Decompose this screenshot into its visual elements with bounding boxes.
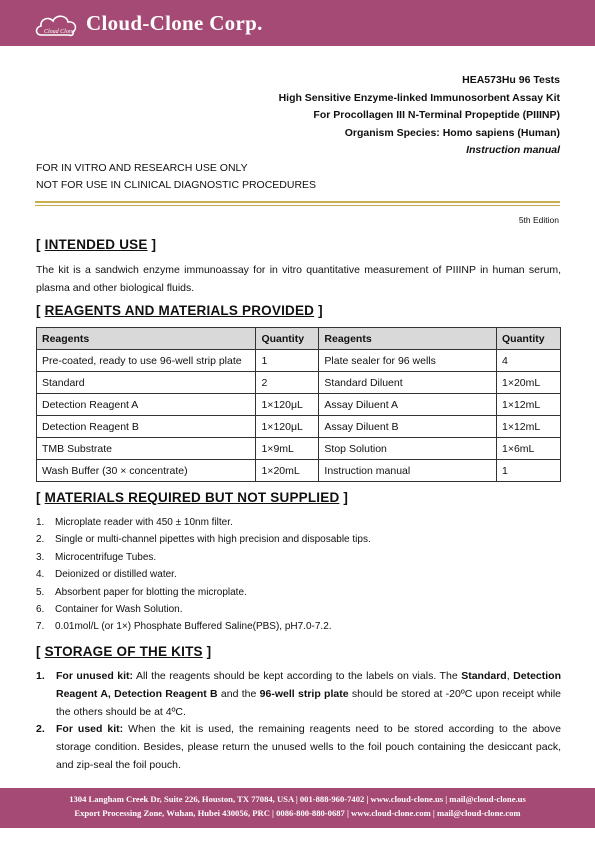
section-heading-intended-use: [ INTENDED USE ]	[36, 237, 157, 252]
catalog-number: HEA573Hu 96 Tests	[462, 74, 560, 86]
table-row	[37, 416, 561, 438]
column-header: Reagents	[319, 328, 497, 350]
section-heading-reagents: [ REAGENTS AND MATERIALS PROVIDED ]	[36, 303, 323, 318]
table-row	[37, 394, 561, 416]
table-cell: Assay Diluent A	[319, 394, 497, 416]
list-item: 1. Microplate reader with 450 ± 10nm filter.	[36, 517, 233, 528]
table-cell: Standard	[37, 372, 256, 394]
storage-item-unused: 1. For unused kit: All the reagents should be kept according to the labels on vials. The Standard, Detection Reagent A, Detection Reagent B and the 96-well strip plate should be stored at -20ºC upon receipt while the others should be at 4ºC.	[36, 670, 561, 718]
table-cell: 1×120μL	[256, 394, 319, 416]
table-cell: 2	[256, 372, 319, 394]
footer-address-us: 1304 Langham Creek Dr, Suite 226, Houston, TX 77084, USA | 001-888-960-7402 | www.cloud-clone.us | mail@cloud-clone.us	[69, 794, 526, 804]
edition-label: 5th Edition	[518, 215, 559, 225]
cloud-logo-icon	[33, 11, 79, 41]
kit-title: High Sensitive Enzyme-linked Immunosorbent Assay Kit	[278, 92, 560, 104]
list-item: 3. Microcentrifuge Tubes.	[36, 551, 157, 563]
clinical-use-notice: NOT FOR USE IN CLINICAL DIAGNOSTIC PROCEDURES	[36, 179, 317, 191]
divider-rule	[35, 205, 560, 206]
header-band	[0, 0, 595, 46]
table-cell: Instruction manual	[319, 460, 497, 482]
list-item: 5. Absorbent paper for blotting the microplate.	[36, 586, 247, 598]
table-cell: Stop Solution	[319, 438, 497, 460]
manual-label: Instruction manual	[466, 144, 560, 156]
table-cell: Assay Diluent B	[319, 416, 497, 438]
table-cell: Plate sealer for 96 wells	[319, 350, 497, 372]
kit-species: Organism Species: Homo sapiens (Human)	[344, 127, 560, 139]
list-item: 4. Deionized or distilled water.	[36, 569, 177, 581]
section-heading-storage: [ STORAGE OF THE KITS ]	[36, 644, 212, 659]
table-cell: 1×20mL	[497, 372, 561, 394]
table-cell: 1×20mL	[256, 460, 319, 482]
table-row	[37, 438, 561, 460]
reagents-table	[36, 327, 561, 482]
materials-list	[36, 514, 371, 636]
table-cell: Wash Buffer (30 × concentrate)	[37, 460, 256, 482]
table-header-row	[37, 328, 561, 350]
table-cell: 1	[256, 350, 319, 372]
list-item: 2. Single or multi-channel pipettes with high precision and disposable tips.	[36, 534, 371, 546]
table-cell: 1×12mL	[497, 416, 561, 438]
svg-text:Cloud Clone: Cloud Clone	[44, 29, 75, 35]
storage-item-used: 2. For used kit: When the kit is used, the remaining reagents need to be stored according to the above storage condition. Besides, please return the unused wells to the foil pouch containing the desiccant pack, and zip-seal the foil pouch.	[36, 723, 561, 771]
brand-name: Cloud-Clone Corp.	[86, 11, 263, 35]
kit-target: For Procollagen III N-Terminal Propeptide (PIIINP)	[313, 109, 560, 121]
column-header: Quantity	[256, 328, 319, 350]
list-item: 7. 0.01mol/L (or 1×) Phosphate Buffered Saline(PBS), pH7.0-7.2.	[36, 621, 332, 633]
footer-address-cn: Export Processing Zone, Wuhan, Hubei 430056, PRC | 0086-800-880-0687 | www.cloud-clone.com | mail@cloud-clone.com	[74, 808, 521, 818]
table-row	[37, 372, 561, 394]
table-cell: 4	[497, 350, 561, 372]
table-cell: Standard Diluent	[319, 372, 497, 394]
table-row	[37, 350, 561, 372]
research-use-notice: FOR IN VITRO AND RESEARCH USE ONLY	[36, 162, 248, 174]
list-item: 6. Container for Wash Solution.	[36, 604, 183, 616]
table-cell: 1×6mL	[497, 438, 561, 460]
table-cell: 1×9mL	[256, 438, 319, 460]
table-cell: Detection Reagent B	[37, 416, 256, 438]
intended-use-text: The kit is a sandwich enzyme immunoassay for in vitro quantitative measurement of PIIINP in human serum, plasma and other biological fluids.	[36, 264, 561, 294]
table-cell: TMB Substrate	[37, 438, 256, 460]
table-cell: 1×120μL	[256, 416, 319, 438]
table-cell: Pre-coated, ready to use 96-well strip plate	[37, 350, 256, 372]
table-cell: 1	[497, 460, 561, 482]
section-heading-materials-required: [ MATERIALS REQUIRED BUT NOT SUPPLIED ]	[36, 490, 349, 505]
column-header: Quantity	[497, 328, 561, 350]
column-header: Reagents	[37, 328, 256, 350]
footer-band	[0, 788, 595, 828]
table-cell: Detection Reagent A	[37, 394, 256, 416]
table-row	[37, 460, 561, 482]
divider-rule	[35, 201, 560, 203]
table-cell: 1×12mL	[497, 394, 561, 416]
